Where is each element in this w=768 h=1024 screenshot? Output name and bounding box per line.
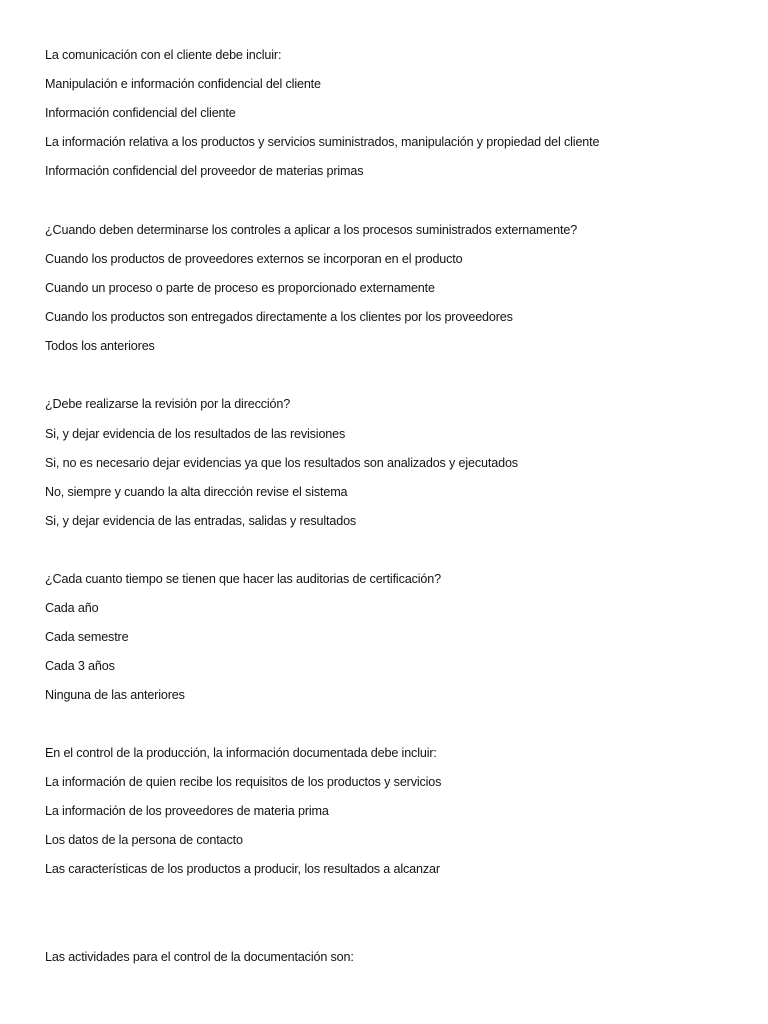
question-2-option-1: Cuando los productos de proveedores externos se incorporan en el producto xyxy=(45,252,463,266)
question-3-prompt: ¿Debe realizarse la revisión por la dirección? xyxy=(45,397,291,411)
question-1-option-4: Información confidencial del proveedor de materias primas xyxy=(45,164,364,178)
question-4-option-3: Cada 3 años xyxy=(45,659,115,673)
question-3-option-2: Si, no es necesario dejar evidencias ya que los resultados son analizados y ejecutados xyxy=(45,456,518,470)
question-3-option-3: No, siempre y cuando la alta dirección revise el sistema xyxy=(45,485,348,499)
question-1-option-1: Manipulación e información confidencial del cliente xyxy=(45,77,321,91)
question-5-option-4: Las características de los productos a producir, los resultados a alcanzar xyxy=(45,862,440,876)
question-5-prompt: En el control de la producción, la información documentada debe incluir: xyxy=(45,746,437,760)
question-5-option-3: Los datos de la persona de contacto xyxy=(45,833,243,847)
question-1-option-2: Información confidencial del cliente xyxy=(45,106,236,120)
question-1-prompt: La comunicación con el cliente debe incluir: xyxy=(45,48,282,62)
question-4-prompt: ¿Cada cuanto tiempo se tienen que hacer las auditorias de certificación? xyxy=(45,572,441,586)
question-3-option-4: Si, y dejar evidencia de las entradas, salidas y resultados xyxy=(45,514,357,528)
question-2-prompt: ¿Cuando deben determinarse los controles a aplicar a los procesos suministrados externamente? xyxy=(45,223,578,237)
question-4-option-4: Ninguna de las anteriores xyxy=(45,688,185,702)
question-6-prompt: Las actividades para el control de la documentación son: xyxy=(45,950,354,964)
question-4-option-1: Cada año xyxy=(45,601,99,615)
question-5-option-2: La información de los proveedores de materia prima xyxy=(45,804,329,818)
question-2-option-2: Cuando un proceso o parte de proceso es proporcionado externamente xyxy=(45,281,435,295)
question-2-option-4: Todos los anteriores xyxy=(45,339,155,353)
question-1-option-3: La información relativa a los productos y servicios suministrados, manipulación y propiedad del cliente xyxy=(45,135,600,149)
question-5-option-1: La información de quien recibe los requisitos de los productos y servicios xyxy=(45,775,442,789)
question-4-option-2: Cada semestre xyxy=(45,630,129,644)
question-3-option-1: Si, y dejar evidencia de los resultados de las revisiones xyxy=(45,427,346,441)
question-2-option-3: Cuando los productos son entregados directamente a los clientes por los proveedores xyxy=(45,310,513,324)
